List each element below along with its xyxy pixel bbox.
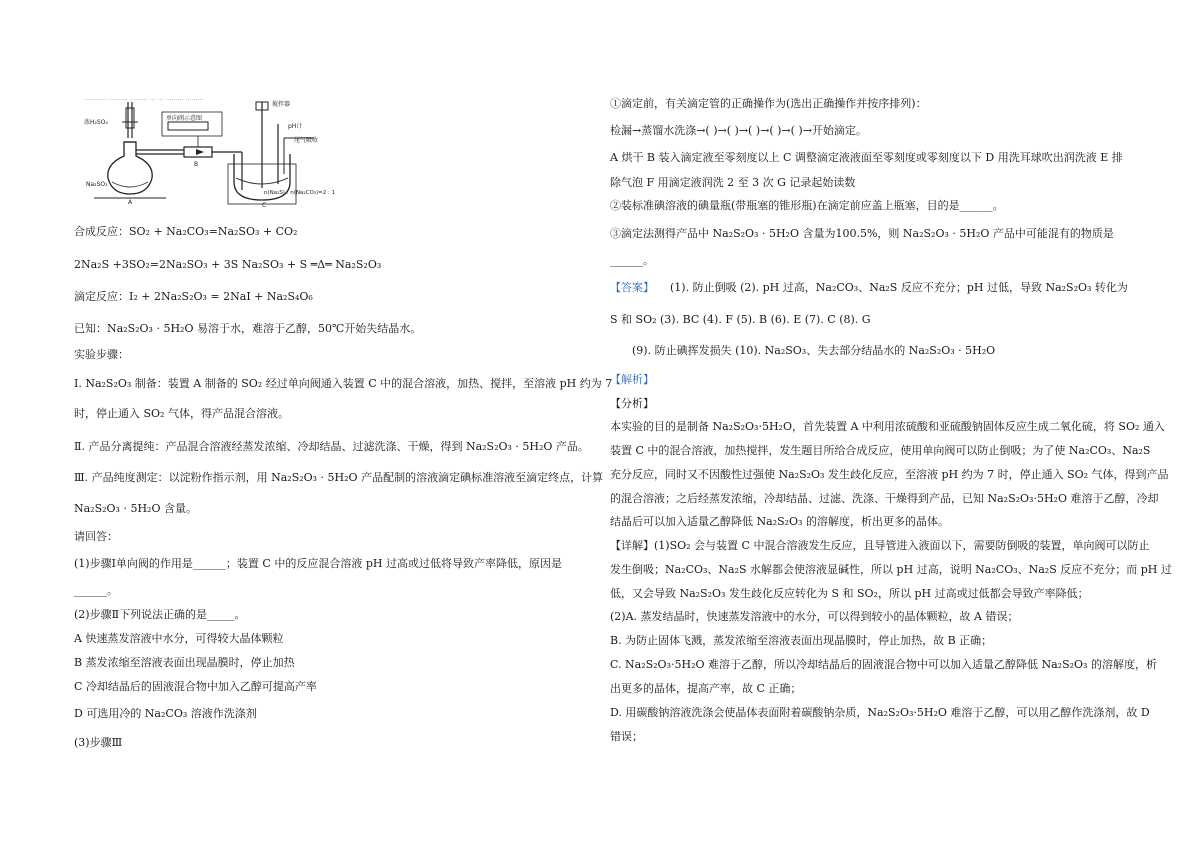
analysis-line-2: 装置 C 中的混合溶液，加热搅拌，发生题目所给合成反应，使用单向阀可以防止倒吸；为了使 Na₂CO₃、Na₂S (610, 444, 1151, 457)
option-b: B 蒸发浓缩至溶液表面出现晶膜时，停止加热 (74, 656, 295, 669)
choices-line-2: 除气泡 F 用滴定液润洗 2 至 3 次 G 记录起始读数 (610, 176, 856, 189)
sub-question-1: ①滴定前，有关滴定管的正确操作为(选出正确操作并按序排列)： (610, 97, 927, 110)
detail-line-7: 出更多的晶体，提高产率，故 C 正确； (610, 682, 802, 695)
sub-question-3: ③滴定法测得产品中 Na₂S₂O₃ · 5H₂O 含量为100.5%，则 Na₂S₂O₃ · 5H₂O 产品中可能混有的物质是 (610, 227, 1114, 240)
figure-top-caption: ………… ……… ……… … … ……… ……… (84, 95, 204, 102)
synthesis-reaction-2: 2Na₂S +3SO₂=2Na₂SO₃ + 3S Na₂SO₃ + S ═Δ═ Na₂S₂O₃ (74, 258, 382, 271)
question-3: (3)步骤Ⅲ (74, 736, 123, 749)
titration-reaction: 滴定反应：I₂ + 2Na₂S₂O₃ = 2NaI + Na₂S₄O₆ (74, 290, 313, 303)
analysis-tag: 【解析】 (610, 373, 654, 386)
choices-line-1: A 烘干 B 装入滴定液至零刻度以上 C 调整滴定液液面至零刻度或零刻度以下 D 用洗耳球吹出润洗液 E 排 (610, 151, 1123, 164)
question-1-line-2: ______。 (74, 584, 118, 597)
label-valve-title: 单向阀示意图 (166, 115, 203, 122)
synthesis-reaction-1: 合成反应：SO₂ + Na₂CO₃=Na₂SO₃ + CO₂ (74, 225, 298, 238)
label-b: B (194, 161, 199, 168)
answer-tag: 【答案】 (610, 281, 654, 294)
analysis-subheading: 【分析】 (610, 397, 654, 410)
apparatus-figure (84, 94, 342, 208)
detail-line-2: 发生倒吸；Na₂CO₃、Na₂S 水解都会使溶液显碱性，所以 pH 过高，说明 Na₂CO₃、Na₂S 反应不充分；而 pH 过 (610, 563, 1172, 576)
step-3-line-2: Na₂S₂O₃ · 5H₂O 含量。 (74, 502, 197, 515)
detail-line-6: C. Na₂S₂O₃·5H₂O 难溶于乙醇，所以冷却结晶后的固液混合物中可以加入适量乙醇降低 Na₂S₂O₃ 的溶解度，析 (610, 658, 1157, 671)
detail-line-1: 【详解】(1)SO₂ 会与装置 C 中混合溶液发生反应，且导管进入液面以下，需要防倒吸的装置，单向阀可以防止 (610, 539, 1150, 552)
sub-question-1-sequence: 检漏→蒸馏水洗涤→( )→( )→( )→( )→( )→开始滴定。 (610, 124, 867, 137)
label-stirrer: 搅拌器 (272, 101, 291, 108)
answer-line-2: S 和 SO₂ (3). BC (4). F (5). B (6). E (7). C (8). G (610, 313, 871, 326)
analysis-line-3: 充分反应，同时又不因酸性过强使 Na₂S₂O₃ 发生歧化反应，至溶液 pH 约为 7 时，停止通入 SO₂ 气体，得到产品 (610, 468, 1169, 481)
please-answer: 请回答： (74, 530, 118, 543)
steps-heading: 实验步骤： (74, 348, 129, 361)
step-1-line-1: Ⅰ. Na₂S₂O₃ 制备：装置 A 制备的 SO₂ 经过单向阀通入装置 C 中的混合溶液，加热、搅拌，至溶液 pH 约为 7 (74, 377, 613, 390)
option-d: D 可选用冷的 Na₂CO₃ 溶液作洗涤剂 (74, 707, 257, 720)
label-phmeter: pH计 (288, 123, 303, 130)
sub-question-2: ②装标准碘溶液的碘量瓶(带瓶塞的锥形瓶)在滴定前应盖上瓶塞，目的是______。 (610, 199, 1004, 212)
label-c: C (262, 202, 267, 208)
answer-line-1: (1). 防止倒吸 (2). pH 过高，Na₂CO₃、Na₂S 反应不充分；pH 过低，导致 Na₂S₂O₃ 转化为 (670, 281, 1128, 294)
label-exhaust: 尾气吸收 (294, 137, 319, 144)
analysis-line-4: 的混合溶液；之后经蒸发浓缩，冷却结晶、过滤、洗涤、干燥得到产品，已知 Na₂S₂O₃·5H₂O 难溶于乙醇，冷却 (610, 492, 1159, 505)
label-a: A (128, 199, 133, 206)
option-a: A 快速蒸发溶液中水分，可得较大晶体颗粒 (74, 632, 284, 645)
label-h2so4: 浓H₂SO₄ (84, 119, 108, 126)
question-2: (2)步骤Ⅱ下列说法正确的是_____。 (74, 608, 246, 621)
known-info: 已知：Na₂S₂O₃ · 5H₂O 易溶于水，难溶于乙醇，50℃开始失结晶水。 (74, 322, 422, 335)
detail-line-9: 错误； (610, 730, 643, 743)
detail-line-8: D. 用碳酸钠溶液洗涤会使晶体表面附着碳酸钠杂质，Na₂S₂O₃·5H₂O 难溶于乙醇，可以用乙醇作洗涤剂，故 D (610, 706, 1150, 719)
apparatus-diagram (84, 94, 342, 208)
sub-question-3-blank: ______。 (610, 254, 654, 267)
label-na2so3: Na₂SO₃ (86, 181, 108, 188)
answer-line-3: (9). 防止碘挥发损失 (10). Na₂SO₃、失去部分结晶水的 Na₂S₂O₃ · 5H₂O (632, 344, 996, 357)
analysis-line-1: 本实验的目的是制备 Na₂S₂O₃·5H₂O，首先装置 A 中利用浓硫酸和亚硫酸钠固体反应生成二氧化硫，将 SO₂ 通入 (610, 420, 1165, 433)
option-c: C 冷却结晶后的固液混合物中加入乙醇可提高产率 (74, 680, 317, 693)
detail-line-4: (2)A. 蒸发结晶时，快速蒸发溶液中的水分，可以得到较小的晶体颗粒，故 A 错误； (610, 610, 1019, 623)
detail-line-3: 低，又会导致 Na₂S₂O₃ 发生歧化反应转化为 S 和 SO₂，所以 pH 过高或过低都会导致产率降低； (610, 587, 1089, 600)
step-1-line-2: 时，停止通入 SO₂ 气体，得产品混合溶液。 (74, 407, 289, 420)
detail-line-5: B. 为防止固体飞溅，蒸发浓缩至溶液表面出现晶膜时，停止加热，故 B 正确； (610, 634, 993, 647)
step-2: Ⅱ. 产品分离提纯：产品混合溶液经蒸发浓缩、冷却结晶、过滤洗涤、干燥，得到 Na₂S₂O₃ · 5H₂O 产品。 (74, 440, 589, 453)
question-1-line-1: (1)步骤Ⅰ单向阀的作用是______；装置 C 中的反应混合溶液 pH 过高或过低将导致产率降低，原因是 (74, 557, 562, 570)
label-ratio: n(Na₂S) : n(Na₂CO₃)=2 : 1 (264, 190, 336, 196)
step-3-line-1: Ⅲ. 产品纯度测定：以淀粉作指示剂，用 Na₂S₂O₃ · 5H₂O 产品配制的溶液滴定碘标准溶液至滴定终点，计算 (74, 471, 604, 484)
analysis-line-5: 结晶后可以加入适量乙醇降低 Na₂S₂O₃ 的溶解度，析出更多的晶体。 (610, 515, 949, 528)
